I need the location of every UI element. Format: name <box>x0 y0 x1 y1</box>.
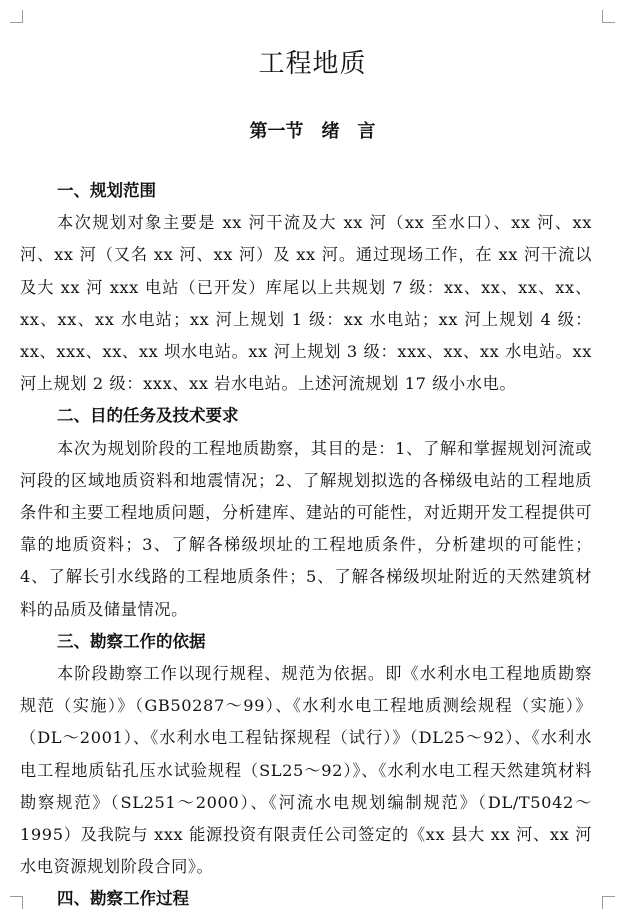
crop-mark-top-right <box>602 10 615 23</box>
crop-mark-top-left <box>10 10 23 23</box>
heading-survey-process: 四、勘察工作过程 <box>57 889 189 909</box>
document-body <box>20 175 592 916</box>
paragraph-objectives: 本次为规划阶段的工程地质勘察，其目的是：1、了解和掌握规划河流或河段的区域地质资料和地震情况；2、了解规划拟选的各梯级电站的工程地质条件和主要工程地质问题，分析建库、建站的可能性，对近期开发工程提供可靠的地质资料；3、了解各梯级坝址的工程地质条件，分析建坝的可能性；4、了解长引水线路的工程地质条件；5、了解各梯级坝址附近的天然建筑材料的品质及储量情况。 <box>20 438 592 619</box>
heading-planning-scope: 一、规划范围 <box>57 181 156 200</box>
heading-objectives: 二、目的任务及技术要求 <box>57 406 239 426</box>
crop-mark-bottom-right <box>602 896 615 909</box>
section-title: 第一节 绪 言 <box>249 121 376 142</box>
heading-survey-basis: 三、勘察工作的依据 <box>57 631 206 651</box>
paragraph-planning-scope: 本次规划对象主要是 xx 河干流及大 xx 河（xx 至水口）、xx 河、xx 河、xx 河（又名 xx 河、xx 河）及 xx 河。通过现场工作，在 xx 河干流以及大 xx 河 xxx 电站（已开发）库尾以上共规划 7 级：xx、xx、xx、xx、xx、xx、xx 水电站；xx 河上规划 1 级：xx 水电站；xx 河上规划 4 级：xx、xxx、xx、xx 坝水电站。xx 河上规划 3 级：xxx、xx、xx 水电站。xx 河上规划 2 级：xxx、xx 岩水电站。上述河流规划 17 级小水电。 <box>20 213 592 394</box>
paragraph-survey-basis: 本阶段勘察工作以现行规程、规范为依据。即《水利水电工程地质勘察规范（实施）》（GB50287～99）、《水利水电工程地质测绘规程（实施）》（DL～2001）、《水利水电工程钻探规程（试行）》（DL25～92）、《水利水电工程地质钻孔压水试验规程（SL25～92）》、《水利水电工程天然建筑材料勘察规范》（SL251～2000）、《河流水电规划编制规范》（DL/T5042～1995）及我院与 xxx 能源投资有限责任公司签定的《xx 县大 xx 河、xx 河水电资源规划阶段合同》。 <box>20 664 592 877</box>
document-title: 工程地质 <box>258 49 367 79</box>
